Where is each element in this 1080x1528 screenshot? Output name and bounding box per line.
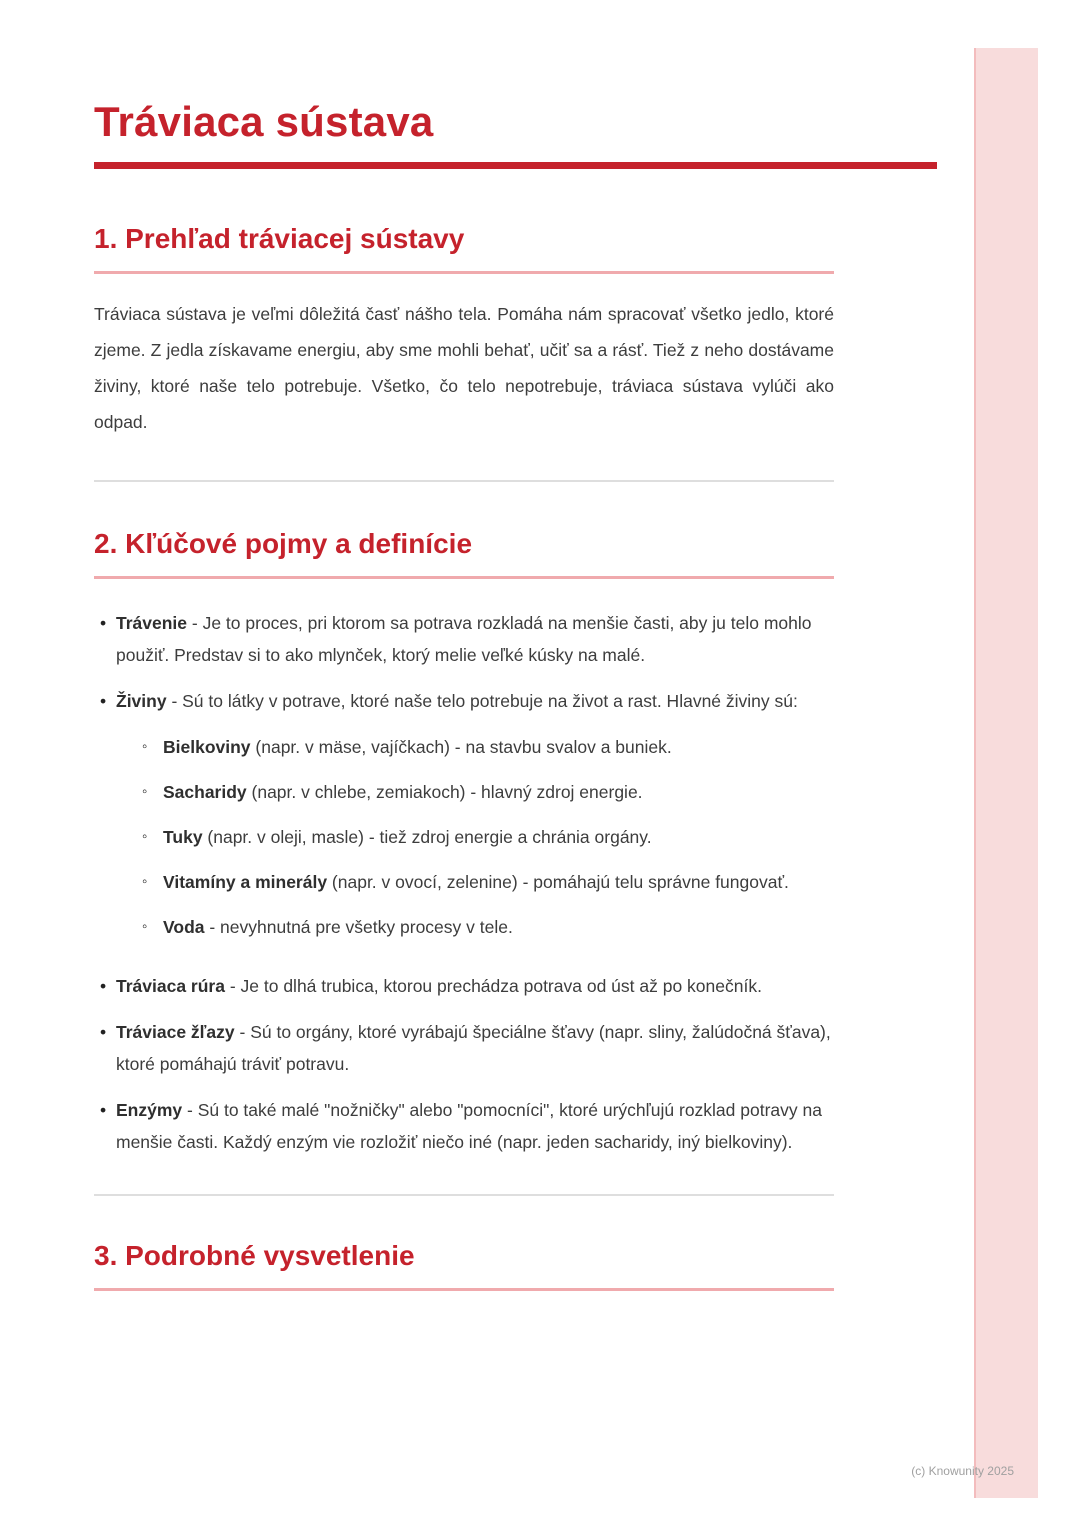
- right-accent-stripe: [974, 48, 1038, 1498]
- list-item: [94, 607, 834, 671]
- term-label: Tuky: [163, 827, 203, 847]
- list-item-text: [116, 1094, 834, 1158]
- section-1-heading: 1. Prehľad tráviacej sústavy: [94, 223, 834, 274]
- term-definition: (napr. v chlebe, zemiakoch) - hlavný zdroj energie.: [246, 782, 643, 802]
- section-detailed-explanation: [94, 1240, 834, 1291]
- section-2-heading: 2. Kľúčové pojmy a definície: [94, 528, 834, 579]
- key-terms-list: [94, 607, 834, 1158]
- sub-item-text: [163, 821, 834, 853]
- term-line: [116, 691, 798, 711]
- term-definition: - Sú to látky v potrave, ktoré naše telo potrebuje na život a rast. Hlavné živiny sú:: [166, 691, 798, 711]
- term-label: Živiny: [116, 691, 167, 711]
- term-label: Sacharidy: [163, 782, 247, 802]
- sub-bullet-icon: ◦: [142, 738, 148, 755]
- list-item: [94, 1016, 834, 1080]
- sub-bullet-icon: ◦: [142, 783, 148, 800]
- sub-bullet-icon: ◦: [142, 873, 148, 890]
- bullet-icon: •: [100, 613, 107, 633]
- sub-bullet-icon: ◦: [142, 828, 148, 845]
- nutrients-sublist: [142, 731, 834, 943]
- list-item: [94, 1094, 834, 1158]
- term-definition: (napr. v ovocí, zelenine) - pomáhajú telu správne fungovať.: [327, 872, 789, 892]
- bullet-icon: •: [100, 691, 107, 711]
- term-definition: - nevyhnutná pre všetky procesy v tele.: [204, 917, 513, 937]
- term-definition: (napr. v mäse, vajíčkach) - na stavbu svalov a buniek.: [250, 737, 672, 757]
- document-content: [94, 0, 834, 1291]
- section-key-terms: [94, 528, 834, 1158]
- page-title: Tráviaca sústava: [94, 98, 434, 145]
- list-item-text: [116, 607, 834, 671]
- section-3-heading: 3. Podrobné vysvetlenie: [94, 1240, 834, 1291]
- copyright-footer: (c) Knowunity 2025: [911, 1464, 1014, 1478]
- sub-list-item: [142, 731, 834, 763]
- sub-bullet-icon: ◦: [142, 918, 148, 935]
- sub-item-text: [163, 776, 834, 808]
- bullet-icon: •: [100, 976, 107, 996]
- list-item: [94, 970, 834, 1002]
- term-label: Voda: [163, 917, 205, 937]
- term-label: Enzýmy: [116, 1100, 183, 1120]
- sub-item-text: [163, 866, 834, 898]
- term-definition: - Sú to také malé "nožničky" alebo "pomocníci", ktoré urýchľujú rozklad potravy na menšie časti. Každý enzým vie rozložiť niečo iné (napr. jeden sacharidy, iný bielkoviny).: [116, 1100, 822, 1152]
- sub-list-item: [142, 776, 834, 808]
- bullet-icon: •: [100, 1100, 107, 1120]
- section-divider: [94, 1194, 834, 1196]
- sub-list-item: [142, 866, 834, 898]
- sub-list-item: [142, 911, 834, 943]
- term-definition: (napr. v oleji, masle) - tiež zdroj energie a chránia orgány.: [202, 827, 652, 847]
- list-item-text: [116, 685, 834, 956]
- list-item: [94, 685, 834, 956]
- term-label: Trávenie: [116, 613, 188, 633]
- title-rule: [94, 162, 937, 169]
- term-definition: - Je to dlhá trubica, ktorou prechádza potrava od úst až po konečník.: [224, 976, 762, 996]
- term-definition: - Je to proces, pri ktorom sa potrava rozkladá na menšie časti, aby ju telo mohlo použiť. Predstav si to ako mlynček, ktorý melie veľké kúsky na malé.: [116, 613, 812, 665]
- term-label: Tráviaca rúra: [116, 976, 225, 996]
- term-label: Vitamíny a minerály: [163, 872, 328, 892]
- term-label: Bielkoviny: [163, 737, 251, 757]
- term-definition: - Sú to orgány, ktoré vyrábajú špeciálne šťavy (napr. sliny, žalúdočná šťava), ktoré pomáhajú tráviť potravu.: [116, 1022, 831, 1074]
- list-item-text: [116, 1016, 834, 1080]
- sub-item-text: [163, 911, 834, 943]
- section-divider: [94, 480, 834, 482]
- bullet-icon: •: [100, 1022, 107, 1042]
- list-item-text: [116, 970, 834, 1002]
- term-label: Tráviace žľazy: [116, 1022, 235, 1042]
- sub-list-item: [142, 821, 834, 853]
- section-1-paragraph: Tráviaca sústava je veľmi dôležitá časť nášho tela. Pomáha nám spracovať všetko jedlo, ktoré zjeme. Z jedla získavame energiu, aby sme mohli behať, učiť sa a rásť. Tiež z neho dostávame živiny, ktoré naše telo potrebuje. Všetko, čo telo nepotrebuje, tráviaca sústava vylúči ako odpad.: [94, 304, 834, 432]
- sub-item-text: [163, 731, 834, 763]
- section-overview: [94, 223, 834, 440]
